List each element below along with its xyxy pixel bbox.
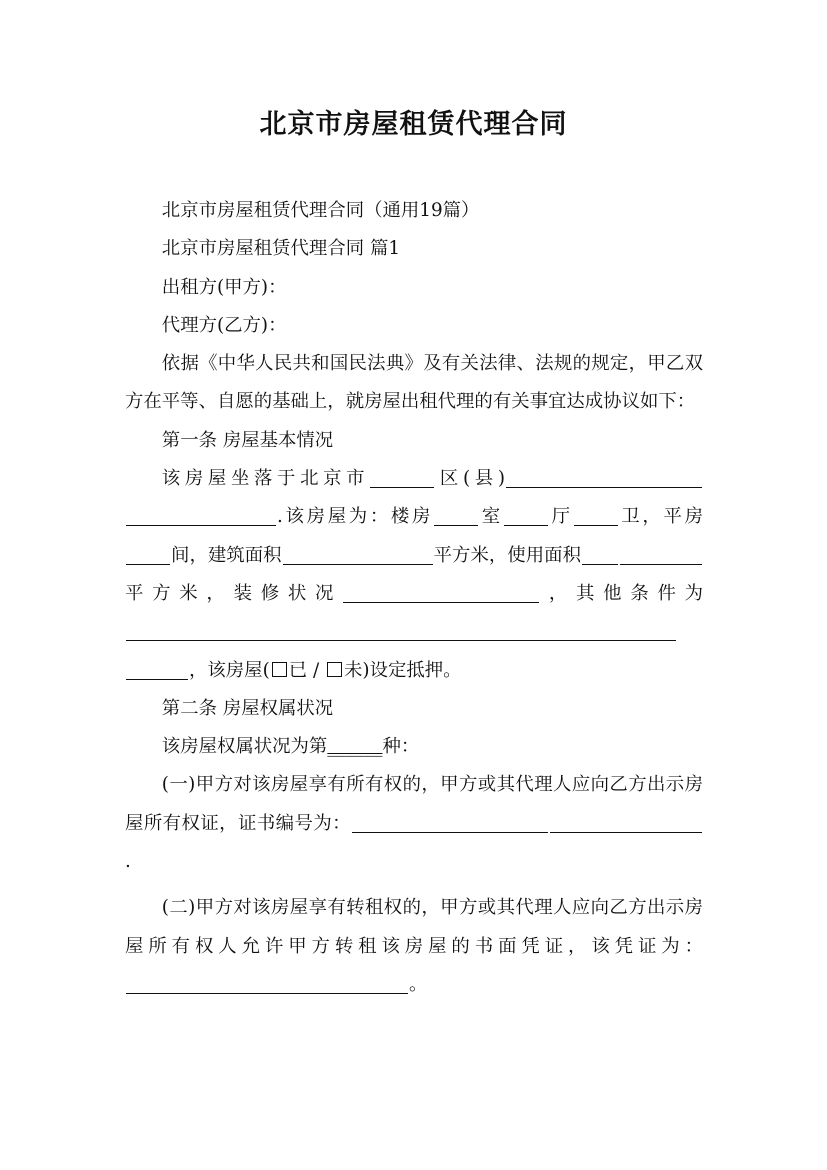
- document-title: 北京市房屋租赁代理合同: [259, 109, 568, 140]
- article-1-text: ，该房屋(: [189, 659, 270, 681]
- article-1-text: 平方米，使用面积: [433, 544, 581, 566]
- article-1-text: 卫，平房: [618, 506, 703, 528]
- section-heading: 北京市房屋租赁代理合同 篇1: [161, 238, 401, 260]
- article-2-text: 种：: [382, 736, 420, 758]
- ownership-type-blank: ______: [327, 736, 383, 758]
- article-1-text: 区(县): [435, 468, 505, 490]
- checkbox-icon[interactable]: [327, 662, 342, 677]
- other-conditions-blank: [126, 661, 188, 680]
- article-2-text: (二)甲方对该房屋享有转租权的，甲方或其代理人应向乙方出示房屋所有权人允许甲方转租该房屋的书面凭证，该凭证为：: [125, 897, 703, 957]
- article-1-text: 间，建筑面积: [171, 544, 282, 566]
- voucher-blank: [126, 975, 408, 994]
- article-2-text: .: [125, 851, 131, 873]
- district-blank: [370, 469, 434, 488]
- preamble-paragraph: 依据《中华人民共和国民法典》及有关法律、法规的规定，甲乙双方在平等、自愿的基础上，就房屋出租代理的有关事宜达成协议如下：: [125, 353, 703, 413]
- usable-area-blank: [582, 546, 618, 565]
- article-1-text: ，其他条件为: [540, 582, 703, 604]
- usable-area-blank: [620, 546, 702, 565]
- other-conditions-blank: [126, 622, 676, 641]
- article-2-item-2: [125, 889, 703, 1004]
- article-2-item-1: [125, 766, 703, 881]
- address-blank: [126, 507, 276, 526]
- decoration-blank: [343, 584, 539, 603]
- baths-blank: [574, 507, 618, 526]
- article-1-text: .该房屋为：楼房: [277, 506, 434, 528]
- article-2-text: 该房屋权属状况为第: [161, 736, 328, 758]
- article-2-text: (一)甲方对该房屋享有所有权的，甲方或其代理人应向乙方出示房屋所有权证，证书编号为：: [125, 774, 703, 834]
- article-1-text: 平方米，装修状况: [125, 582, 343, 604]
- building-area-blank: [283, 546, 433, 565]
- lessor-label: 出租方(甲方)：: [161, 276, 287, 298]
- address-blank: [506, 469, 702, 488]
- certificate-number-blank: [352, 814, 548, 833]
- article-1-text: 未)设定抵押。: [344, 659, 462, 681]
- article-1-text: 厅: [548, 506, 573, 528]
- article-1-text: 室: [479, 506, 503, 528]
- article-2-text: 。: [409, 973, 428, 995]
- article-2-title: 第二条 房屋权属状况: [161, 697, 334, 719]
- article-1-text: 该房屋坐落于北京市: [161, 468, 370, 490]
- article-2-intro: [125, 728, 703, 766]
- checkbox-icon[interactable]: [272, 662, 287, 677]
- agent-label: 代理方(乙方)：: [161, 314, 287, 336]
- halls-blank: [504, 507, 548, 526]
- bungalow-rooms-blank: [126, 546, 170, 565]
- certificate-number-blank: [550, 814, 702, 833]
- rooms-blank: [434, 507, 478, 526]
- document-subtitle: 北京市房屋租赁代理合同（通用19篇）: [161, 200, 480, 221]
- article-1-title: 第一条 房屋基本情况: [161, 429, 334, 451]
- document-body: [125, 192, 703, 1004]
- article-1-paragraph: [125, 460, 703, 690]
- article-1-text: 已 /: [288, 659, 326, 681]
